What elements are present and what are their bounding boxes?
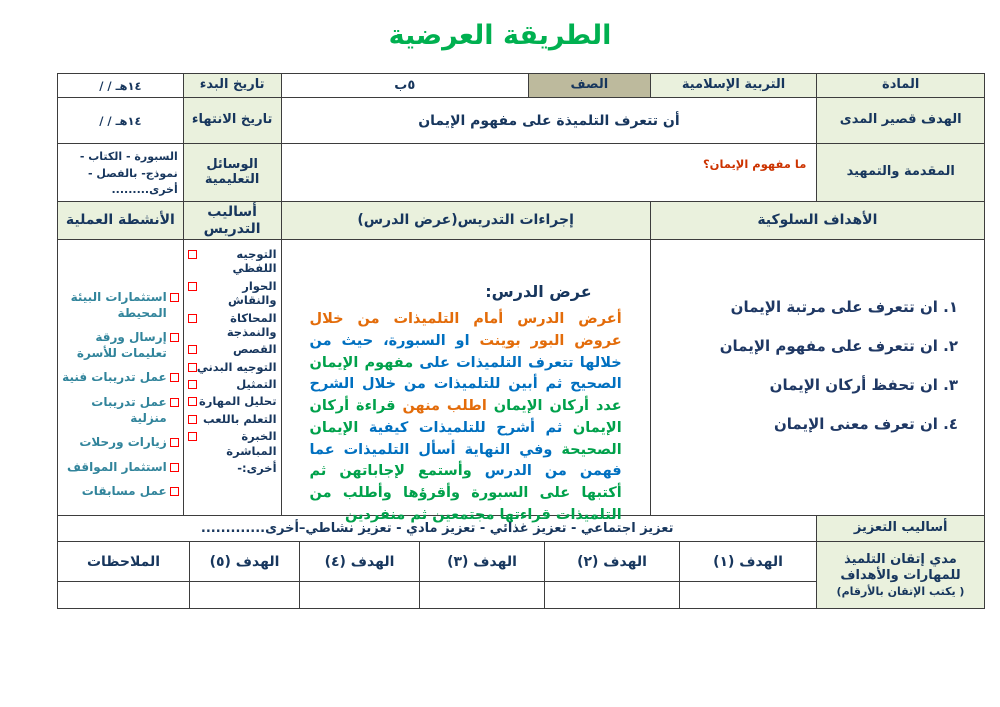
- short-goal-label: الهدف قصير المدى: [816, 98, 984, 143]
- start-date-value: ١٤هـ / /: [99, 78, 142, 93]
- end-date-label: تاريخ الانتهاء: [183, 98, 281, 143]
- activity-label: استثمارات البيئة المحيطة: [70, 290, 167, 320]
- goal-column-3: الهدف (٣): [419, 542, 544, 581]
- goal-score-cell[interactable]: [419, 582, 544, 608]
- presentation-segment: أعرض الدرس أمام التلميذات من خلال عروض البور بوينت: [309, 311, 622, 349]
- goal-score-cell[interactable]: [299, 582, 419, 608]
- method-item: [188, 279, 277, 308]
- row-mastery: [58, 542, 984, 608]
- activities-header: الأنشطة العملية: [58, 202, 183, 239]
- presentation-segment: عدد أركان الإيمان: [486, 398, 622, 414]
- mastery-label-cell: [816, 542, 984, 608]
- objective-item: ١. ان تتعرف على مرتبة الإيمان: [730, 298, 958, 316]
- method-label: أخرى:-: [237, 460, 277, 475]
- presentation-segment: قراءة أركان الإيمان: [309, 398, 622, 436]
- teaching-methods-list: [183, 240, 281, 515]
- activity-item: [61, 370, 179, 386]
- goal-column-4: الهدف (٤): [299, 542, 419, 581]
- procedures-header: إجراءات التدريس(عرض الدرس): [281, 202, 650, 239]
- goal-column-1: الهدف (١): [679, 542, 816, 581]
- method-item-other: [188, 461, 277, 475]
- start-date-label: تاريخ البدء: [183, 74, 281, 97]
- activity-label: إرسال ورقة تعليمات للأسرة: [76, 330, 167, 360]
- method-item: [188, 311, 277, 340]
- activity-item: [61, 395, 179, 426]
- activity-label: استثمار المواقف: [66, 459, 167, 474]
- objectives-header: الأهداف السلوكية: [650, 202, 984, 239]
- objective-item: ٣. ان تحفظ أركان الإيمان: [769, 376, 958, 394]
- subject-label: المادة: [816, 74, 984, 97]
- checkbox-icon[interactable]: [170, 398, 179, 407]
- activity-item: [61, 484, 179, 500]
- intro-label: المقدمة والتمهيد: [816, 144, 984, 201]
- method-item: [188, 377, 277, 391]
- method-item: [188, 412, 277, 426]
- aids-value: السبورة - الكتاب - نموذج- بالفصل - أخرى.........: [79, 150, 178, 196]
- activity-label: عمل تدريبات فنية: [62, 370, 167, 385]
- checkbox-icon[interactable]: [188, 282, 197, 291]
- goal-score-cell[interactable]: [544, 582, 679, 608]
- checkbox-icon[interactable]: [170, 373, 179, 382]
- activity-label: عمل مسابقات: [81, 484, 167, 499]
- checkbox-icon[interactable]: [188, 345, 197, 354]
- method-item: [188, 342, 277, 356]
- row-short-goal: [58, 98, 984, 144]
- checkbox-icon[interactable]: [188, 363, 197, 372]
- checkbox-icon[interactable]: [188, 415, 197, 424]
- method-label: تحليل المهارة: [198, 394, 277, 409]
- mastery-empty-row: [58, 582, 816, 608]
- checkbox-icon[interactable]: [188, 432, 197, 441]
- presentation-segment: مفهوم الإيمان: [309, 354, 414, 371]
- checkbox-icon[interactable]: [188, 397, 197, 406]
- class-value: ٥ب: [281, 74, 528, 97]
- checkbox-icon[interactable]: [188, 250, 197, 259]
- intro-cell: [281, 144, 817, 201]
- checkbox-icon[interactable]: [170, 438, 179, 447]
- presentation-segment: اطلب منهن: [395, 398, 487, 414]
- activity-item: [61, 290, 179, 321]
- reinforcement-value: تعزيز اجتماعي - تعزيز غذائي - تعزيز مادي - تعزيز نشاطي–أخرى.............: [200, 521, 674, 536]
- mastery-grid: [58, 542, 816, 608]
- behavioral-objectives-list: [650, 240, 984, 515]
- checkbox-icon[interactable]: [170, 333, 179, 342]
- method-label: التوجيه البدني: [196, 359, 277, 374]
- practical-activities-list: [58, 240, 183, 515]
- row-main-content: [58, 240, 984, 523]
- row-reinforcement: [58, 516, 984, 542]
- method-item: [188, 360, 277, 374]
- checkbox-icon[interactable]: [188, 380, 197, 389]
- short-goal-value: أن تتعرف التلميذة على مفهوم الإيمان: [281, 98, 817, 143]
- method-item: [188, 394, 277, 408]
- presentation-segment: او السبورة، حيث من خلالها تتعرف التلميذات على: [309, 332, 622, 371]
- presentation-title: عرض الدرس:: [485, 282, 592, 301]
- row-subject: [58, 74, 984, 98]
- objective-item: ٤. ان تعرف معنى الإيمان: [773, 415, 958, 433]
- checkbox-icon[interactable]: [170, 487, 179, 496]
- goal-score-cell[interactable]: [189, 582, 299, 608]
- row-introduction: [58, 144, 984, 202]
- page-title: الطريقة العرضية: [388, 20, 612, 51]
- intro-question: ما مفهوم الإيمان؟: [702, 157, 807, 171]
- presentation-segment: وفي النهاية أسأل التلميذات عما فهمن من الدرس: [309, 441, 622, 480]
- activity-item: [61, 330, 179, 361]
- methods-header: أساليب التدريس: [183, 202, 281, 239]
- aids-label: الوسائل التعليمية: [183, 144, 281, 201]
- mastery-note: ( يكتب الإتقان بالأرقام): [836, 585, 965, 599]
- mastery-label: مدي إتقان التلميذ للمهارات والأهداف: [840, 551, 961, 583]
- presentation-segment: وأستمع لإجاباتهن ثم أكتبها على السبورة وأقرؤها وأطلب من التلميذات قراءتها مجتمعين ثم منفردين: [309, 463, 622, 523]
- reinforcement-label: أساليب التعزيز: [816, 516, 984, 541]
- method-label: التمثيل: [236, 377, 277, 391]
- goal-column-5: الهدف (٥): [189, 542, 299, 581]
- lesson-presentation: [281, 240, 650, 523]
- goal-score-cell[interactable]: [679, 582, 816, 608]
- notes-cell[interactable]: [58, 582, 189, 608]
- method-label: المحاكاة والنمذجة: [226, 310, 277, 339]
- activity-item: [61, 435, 179, 451]
- method-label: الخبرة المباشرة: [226, 429, 277, 458]
- lesson-plan-table: [57, 73, 985, 609]
- presentation-segment: الإيمان الصحيحة: [309, 419, 622, 458]
- presentation-segment: الصحيح ثم أبين للتلميذات من خلال الشرح: [309, 376, 622, 393]
- end-date-value: ١٤هـ / /: [99, 113, 142, 128]
- method-item: [188, 247, 277, 276]
- checkbox-icon[interactable]: [170, 293, 179, 302]
- objective-item: ٢. ان تتعرف على مفهوم الإيمان: [719, 337, 958, 355]
- activity-item: [61, 460, 179, 476]
- method-label: التعلم باللعب: [203, 411, 277, 426]
- method-label: الحوار والنقاش: [227, 278, 277, 308]
- presentation-paragraph: [282, 309, 650, 527]
- goal-column-2: الهدف (٢): [544, 542, 679, 581]
- mastery-goal-headers: [58, 542, 816, 582]
- notes-column: الملاحظات: [86, 553, 161, 570]
- method-label: القصص: [232, 342, 277, 357]
- subject-value: التربية الإسلامية: [650, 74, 817, 97]
- row-section-headers: [58, 202, 984, 240]
- checkbox-icon[interactable]: [170, 463, 179, 472]
- activity-label: زيارات ورحلات: [79, 435, 167, 450]
- activity-label: عمل تدريبات منزلية: [91, 394, 167, 425]
- checkbox-icon[interactable]: [188, 314, 197, 323]
- method-label: التوجيه اللفظي: [232, 247, 277, 276]
- presentation-segment: ثم أشرح للتلميذات كيفية: [358, 419, 563, 436]
- method-item: [188, 429, 277, 458]
- class-label: الصف: [528, 74, 650, 97]
